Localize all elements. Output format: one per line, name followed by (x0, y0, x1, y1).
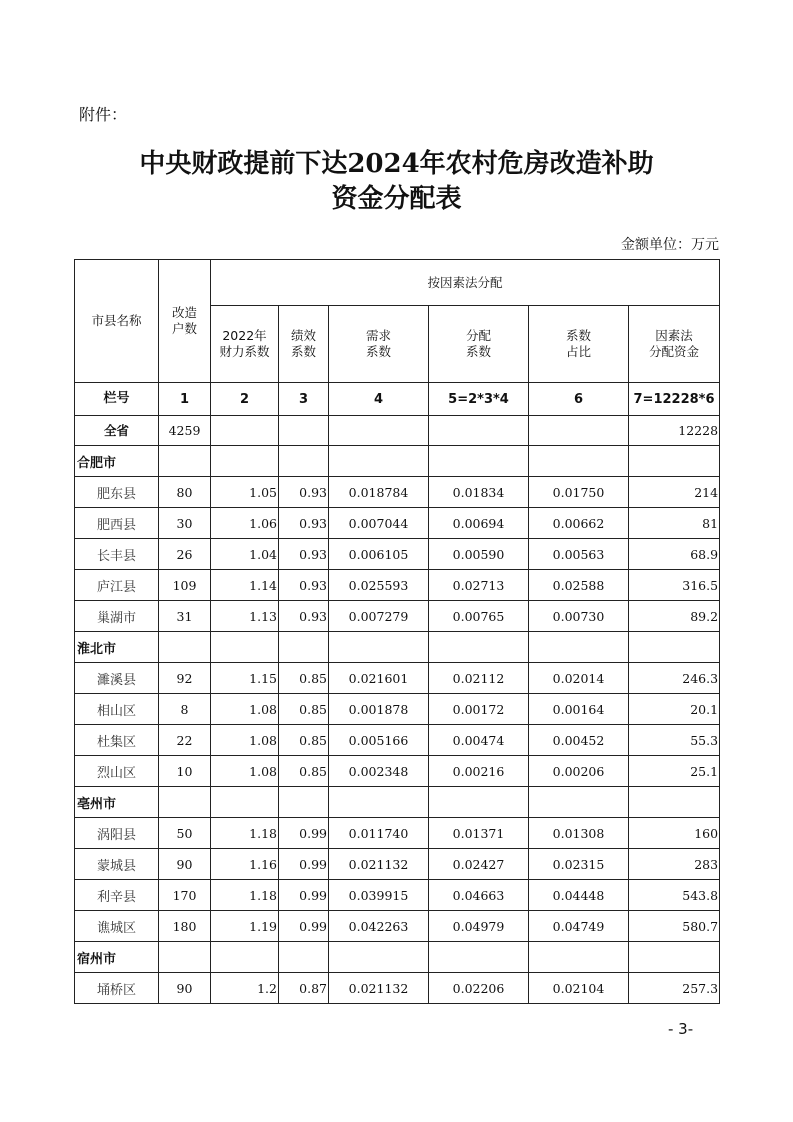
value-cell: 0.93 (279, 601, 329, 632)
value-cell: 170 (159, 880, 211, 911)
empty-cell (279, 446, 329, 477)
province-households: 4259 (159, 416, 211, 446)
value-cell: 0.93 (279, 570, 329, 601)
value-cell: 0.021132 (329, 973, 429, 1004)
value-cell: 1.18 (211, 818, 279, 849)
empty-cell (159, 942, 211, 973)
value-cell: 0.93 (279, 477, 329, 508)
county-name: 杜集区 (75, 725, 159, 756)
city-row (75, 787, 720, 818)
city-name: 宿州市 (75, 942, 159, 973)
value-cell: 26 (159, 539, 211, 570)
column-number-cell: 1 (159, 383, 211, 416)
county-row (75, 973, 720, 1004)
empty-cell (429, 446, 529, 477)
city-row (75, 632, 720, 663)
value-cell: 0.02112 (429, 663, 529, 694)
allocation-table (74, 259, 720, 1004)
county-name: 庐江县 (75, 570, 159, 601)
empty-cell (529, 446, 629, 477)
value-cell: 0.00474 (429, 725, 529, 756)
value-cell: 0.02206 (429, 973, 529, 1004)
value-cell: 92 (159, 663, 211, 694)
value-cell: 0.02588 (529, 570, 629, 601)
unit-label: 金额单位：万元 (621, 237, 719, 253)
county-row (75, 601, 720, 632)
county-row (75, 663, 720, 694)
column-number-cell: 4 (329, 383, 429, 416)
value-cell: 0.93 (279, 539, 329, 570)
value-cell: 25.1 (629, 756, 720, 787)
value-cell: 0.00563 (529, 539, 629, 570)
value-cell: 0.01371 (429, 818, 529, 849)
county-name: 涡阳县 (75, 818, 159, 849)
empty-cell (159, 632, 211, 663)
value-cell: 1.15 (211, 663, 279, 694)
value-cell: 1.14 (211, 570, 279, 601)
value-cell: 0.00164 (529, 694, 629, 725)
value-cell: 0.85 (279, 756, 329, 787)
value-cell: 257.3 (629, 973, 720, 1004)
value-cell: 0.00452 (529, 725, 629, 756)
county-row (75, 725, 720, 756)
empty-cell (629, 942, 720, 973)
county-row (75, 756, 720, 787)
value-cell: 68.9 (629, 539, 720, 570)
empty-cell (329, 446, 429, 477)
value-cell: 0.04749 (529, 911, 629, 942)
column-number-cell: 6 (529, 383, 629, 416)
value-cell: 1.18 (211, 880, 279, 911)
value-cell: 1.13 (211, 601, 279, 632)
value-cell: 246.3 (629, 663, 720, 694)
empty-cell (211, 416, 279, 446)
county-row (75, 880, 720, 911)
county-row (75, 849, 720, 880)
county-name: 巢湖市 (75, 601, 159, 632)
value-cell: 22 (159, 725, 211, 756)
column-number-cell: 2 (211, 383, 279, 416)
county-name: 蒙城县 (75, 849, 159, 880)
value-cell: 0.02104 (529, 973, 629, 1004)
value-cell: 0.007279 (329, 601, 429, 632)
county-row (75, 818, 720, 849)
value-cell: 0.00590 (429, 539, 529, 570)
value-cell: 0.021132 (329, 849, 429, 880)
value-cell: 109 (159, 570, 211, 601)
value-cell: 0.002348 (329, 756, 429, 787)
value-cell: 0.005166 (329, 725, 429, 756)
value-cell: 0.00662 (529, 508, 629, 539)
county-name: 埇桥区 (75, 973, 159, 1004)
value-cell: 0.018784 (329, 477, 429, 508)
value-cell: 0.042263 (329, 911, 429, 942)
column-number-cell: 7=12228*6 (629, 383, 720, 416)
empty-cell (159, 787, 211, 818)
county-row (75, 911, 720, 942)
attachment-label: 附件： (79, 105, 128, 124)
county-name: 肥东县 (75, 477, 159, 508)
county-name: 谯城区 (75, 911, 159, 942)
empty-cell (629, 446, 720, 477)
province-name: 全省 (75, 416, 159, 446)
value-cell: 0.006105 (329, 539, 429, 570)
county-name: 濉溪县 (75, 663, 159, 694)
county-row (75, 539, 720, 570)
value-cell: 1.06 (211, 508, 279, 539)
city-row (75, 942, 720, 973)
county-row (75, 477, 720, 508)
value-cell: 90 (159, 973, 211, 1004)
empty-cell (629, 632, 720, 663)
value-cell: 0.93 (279, 508, 329, 539)
value-cell: 0.87 (279, 973, 329, 1004)
empty-cell (211, 942, 279, 973)
document-title-line1: 中央财政提前下达2024年农村危房改造补助 (139, 149, 654, 179)
empty-cell (529, 787, 629, 818)
value-cell: 20.1 (629, 694, 720, 725)
value-cell: 0.85 (279, 725, 329, 756)
value-cell: 180 (159, 911, 211, 942)
header-col-7: 因素法 分配资金 (629, 306, 720, 383)
empty-cell (211, 446, 279, 477)
value-cell: 1.2 (211, 973, 279, 1004)
value-cell: 0.00694 (429, 508, 529, 539)
empty-cell (279, 632, 329, 663)
county-name: 相山区 (75, 694, 159, 725)
page-number: - 3- (668, 1020, 694, 1038)
value-cell: 316.5 (629, 570, 720, 601)
column-number-cell: 5=2*3*4 (429, 383, 529, 416)
value-cell: 0.99 (279, 880, 329, 911)
county-row (75, 570, 720, 601)
empty-cell (329, 942, 429, 973)
value-cell: 1.08 (211, 756, 279, 787)
header-col-2: 2022年 财力系数 (211, 306, 279, 383)
header-col-4: 需求 系数 (329, 306, 429, 383)
header-group: 按因素法分配 (211, 260, 720, 306)
value-cell: 0.001878 (329, 694, 429, 725)
value-cell: 0.02315 (529, 849, 629, 880)
county-row (75, 694, 720, 725)
empty-cell (429, 632, 529, 663)
empty-cell (211, 787, 279, 818)
empty-cell (279, 942, 329, 973)
city-name: 合肥市 (75, 446, 159, 477)
header-col-5: 分配 系数 (429, 306, 529, 383)
value-cell: 0.04448 (529, 880, 629, 911)
province-amount: 12228 (629, 416, 720, 446)
county-name: 利辛县 (75, 880, 159, 911)
city-name: 淮北市 (75, 632, 159, 663)
empty-cell (279, 416, 329, 446)
empty-cell (429, 416, 529, 446)
empty-cell (159, 446, 211, 477)
empty-cell (529, 942, 629, 973)
empty-cell (329, 632, 429, 663)
value-cell: 0.99 (279, 849, 329, 880)
value-cell: 90 (159, 849, 211, 880)
empty-cell (279, 787, 329, 818)
value-cell: 0.00730 (529, 601, 629, 632)
value-cell: 0.04663 (429, 880, 529, 911)
value-cell: 1.05 (211, 477, 279, 508)
value-cell: 0.01308 (529, 818, 629, 849)
column-number-cell: 栏号 (75, 383, 159, 416)
city-name: 亳州市 (75, 787, 159, 818)
value-cell: 10 (159, 756, 211, 787)
value-cell: 0.02713 (429, 570, 529, 601)
empty-cell (429, 942, 529, 973)
value-cell: 283 (629, 849, 720, 880)
value-cell: 0.01834 (429, 477, 529, 508)
value-cell: 0.039915 (329, 880, 429, 911)
header-col-3: 绩效 系数 (279, 306, 329, 383)
county-name: 肥西县 (75, 508, 159, 539)
header-name: 市县名称 (75, 260, 159, 383)
empty-cell (529, 416, 629, 446)
value-cell: 0.02427 (429, 849, 529, 880)
city-row (75, 446, 720, 477)
empty-cell (529, 632, 629, 663)
county-name: 长丰县 (75, 539, 159, 570)
value-cell: 1.08 (211, 694, 279, 725)
empty-cell (429, 787, 529, 818)
column-number-cell: 3 (279, 383, 329, 416)
value-cell: 8 (159, 694, 211, 725)
value-cell: 0.02014 (529, 663, 629, 694)
value-cell: 0.025593 (329, 570, 429, 601)
header-households: 改造 户数 (159, 260, 211, 383)
value-cell: 1.16 (211, 849, 279, 880)
value-cell: 1.08 (211, 725, 279, 756)
value-cell: 0.00172 (429, 694, 529, 725)
value-cell: 214 (629, 477, 720, 508)
value-cell: 0.00765 (429, 601, 529, 632)
county-name: 烈山区 (75, 756, 159, 787)
value-cell: 580.7 (629, 911, 720, 942)
value-cell: 30 (159, 508, 211, 539)
value-cell: 0.011740 (329, 818, 429, 849)
value-cell: 0.04979 (429, 911, 529, 942)
value-cell: 50 (159, 818, 211, 849)
empty-cell (211, 632, 279, 663)
value-cell: 0.007044 (329, 508, 429, 539)
value-cell: 89.2 (629, 601, 720, 632)
value-cell: 1.04 (211, 539, 279, 570)
value-cell: 81 (629, 508, 720, 539)
value-cell: 0.99 (279, 911, 329, 942)
value-cell: 160 (629, 818, 720, 849)
value-cell: 80 (159, 477, 211, 508)
value-cell: 0.01750 (529, 477, 629, 508)
empty-cell (329, 416, 429, 446)
county-row (75, 508, 720, 539)
value-cell: 1.19 (211, 911, 279, 942)
empty-cell (329, 787, 429, 818)
value-cell: 31 (159, 601, 211, 632)
value-cell: 55.3 (629, 725, 720, 756)
header-col-6: 系数 占比 (529, 306, 629, 383)
value-cell: 0.00216 (429, 756, 529, 787)
value-cell: 0.85 (279, 663, 329, 694)
value-cell: 0.99 (279, 818, 329, 849)
value-cell: 543.8 (629, 880, 720, 911)
document-title-line2: 资金分配表 (331, 184, 462, 214)
value-cell: 0.85 (279, 694, 329, 725)
empty-cell (629, 787, 720, 818)
value-cell: 0.00206 (529, 756, 629, 787)
value-cell: 0.021601 (329, 663, 429, 694)
